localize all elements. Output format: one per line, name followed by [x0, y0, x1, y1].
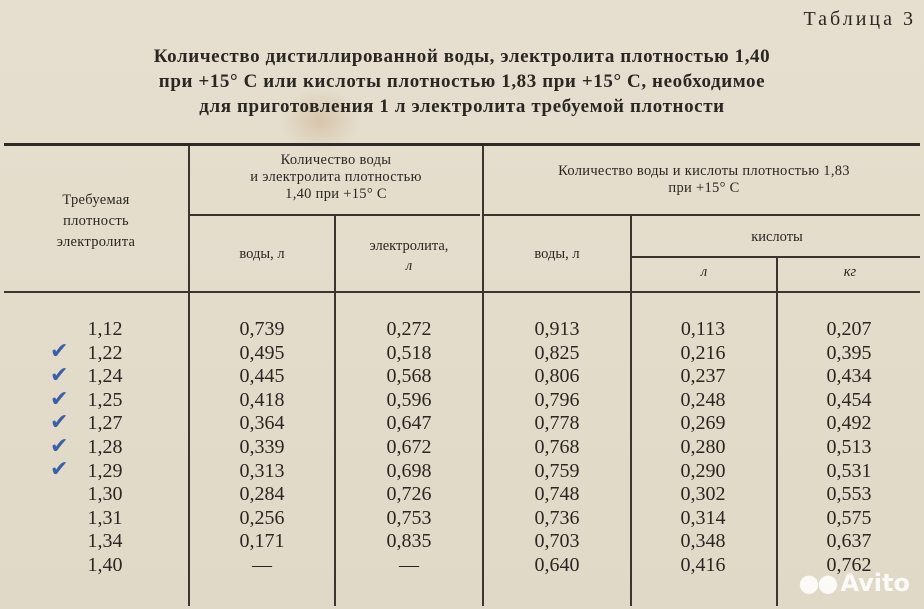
column-water1 [200, 318, 324, 578]
avito-logo-icon: ●● [798, 569, 837, 597]
table-cell: 0,640 [534, 553, 580, 576]
table-cell: 0,513 [826, 435, 872, 458]
table-cell: 1,30 [87, 483, 123, 506]
table-cell: — [399, 553, 419, 576]
table-cell: 0,806 [534, 365, 580, 388]
table-cell: 0,237 [680, 365, 726, 388]
header-text: Количество воды и кислоты плотностью 1,83 [558, 163, 850, 179]
table-cell: 0,113 [680, 318, 726, 340]
table-cell: 1,34 [87, 530, 123, 553]
header-density [6, 190, 186, 253]
table-cell: 0,434 [826, 365, 872, 388]
table-cell: 0,531 [826, 459, 872, 482]
table-cell: 0,314 [680, 506, 726, 529]
table-cell: 1,25 [87, 388, 123, 411]
table-cell: 0,768 [534, 435, 580, 458]
table-cell: 0,313 [239, 459, 285, 482]
table-cell: 0,492 [826, 412, 872, 435]
table-cell: 0,364 [239, 412, 285, 435]
table-cell: 0,759 [534, 459, 580, 482]
table-cell: 0,726 [386, 483, 432, 506]
table-cell: 0,207 [826, 318, 872, 340]
header-text: л [405, 258, 413, 274]
header-acid: кислоты [751, 229, 803, 245]
checkmark-icon: ✔ [50, 457, 69, 482]
table-cell: 1,12 [87, 318, 123, 340]
header-text: 1,40 при +15° С [285, 186, 387, 202]
header-text: электролита, [369, 238, 449, 254]
table-cell: 0,753 [386, 506, 432, 529]
header-rule [484, 214, 920, 216]
checkmark-icon: ✔ [50, 434, 69, 459]
checkmark-icon: ✔ [50, 339, 69, 364]
table-cell: 0,248 [680, 388, 726, 411]
table-cell: 0,553 [826, 483, 872, 506]
header-text: Количество воды [280, 152, 392, 168]
table-cell: 1,40 [87, 553, 123, 576]
table-cell: 0,825 [534, 341, 580, 364]
table-cell: 1,27 [87, 412, 123, 435]
table-cell: 0,454 [826, 388, 872, 411]
table-cell: 0,395 [826, 341, 872, 364]
table-cell: 0,280 [680, 435, 726, 458]
table-cell: 0,269 [680, 412, 726, 435]
caption-line: для приготовления 1 л электролита требуемой плотности [199, 96, 725, 117]
header-text: плотность [63, 213, 129, 229]
checkmark-icon: ✔ [50, 387, 69, 412]
column-acid-liters [640, 318, 766, 578]
table-cell: 0,302 [680, 483, 726, 506]
header-water1: воды, л [239, 246, 285, 262]
table-caption [30, 44, 894, 119]
table-cell: 0,568 [386, 365, 432, 388]
column-divider [776, 256, 778, 606]
table-cell: 0,339 [239, 435, 285, 458]
watermark-text: Avito [840, 569, 910, 597]
caption-line: при +15° С или кислоты плотностью 1,83 при +15° С, необходимое [158, 71, 766, 92]
table-cell: 1,24 [87, 365, 123, 388]
column-water2 [494, 318, 620, 578]
column-divider [188, 146, 190, 606]
table-cell: 0,495 [239, 341, 285, 364]
header-text: Требуемая [62, 192, 130, 208]
table-cell: 0,596 [386, 388, 432, 411]
table-cell: 0,445 [239, 365, 285, 388]
table-cell: 1,29 [87, 459, 123, 482]
table-cell: 0,518 [386, 341, 432, 364]
table-cell: 0,835 [386, 530, 432, 553]
header-electrolyte [338, 236, 480, 276]
table-top-rule [4, 143, 920, 146]
header-text: при +15° С [668, 180, 740, 196]
table-cell: 0,778 [534, 412, 580, 435]
table-cell: 0,762 [826, 553, 872, 576]
table-cell: 0,703 [534, 530, 580, 553]
table-cell: 1,22 [87, 341, 123, 364]
table-cell: 0,575 [826, 506, 872, 529]
table-cell: 0,216 [680, 341, 726, 364]
column-divider [630, 214, 632, 606]
column-acid-kg [786, 318, 912, 578]
header-group-electrolyte [192, 152, 480, 203]
table-cell: 0,698 [386, 459, 432, 482]
header-bottom-rule [4, 291, 920, 293]
header-text: электролита [56, 234, 136, 250]
table-cell: 0,637 [826, 530, 872, 553]
table-number: Таблица 3 [803, 8, 916, 30]
table-cell: 0,272 [386, 318, 432, 340]
table-cell: 0,418 [239, 388, 285, 411]
table-cell: 0,748 [534, 483, 580, 506]
header-water2: воды, л [534, 246, 580, 262]
table-cell: 0,348 [680, 530, 726, 553]
table-cell: 0,647 [386, 412, 432, 435]
checkmark-icon: ✔ [50, 363, 69, 388]
header-text: и электролита плотностью [250, 169, 422, 185]
table-cell: 0,796 [534, 388, 580, 411]
table-cell: 0,256 [239, 506, 285, 529]
column-electrolyte [346, 318, 472, 578]
caption-line: Количество дистиллированной воды, электролита плотностью 1,40 [153, 46, 771, 67]
table-cell: 1,28 [87, 435, 123, 458]
header-group-acid [486, 163, 922, 197]
column-divider [334, 214, 336, 606]
table-cell: 0,739 [239, 318, 285, 340]
checkmark-icon: ✔ [50, 410, 69, 435]
header-acid-liters: л [700, 264, 708, 280]
table-cell: 0,416 [680, 553, 726, 576]
table-cell: 0,171 [239, 530, 285, 553]
table-cell: — [252, 553, 272, 576]
table-cell: 0,290 [680, 459, 726, 482]
table-cell: 0,913 [534, 318, 580, 340]
header-acid-kg: кг [843, 264, 857, 280]
table-cell: 1,31 [87, 506, 123, 529]
table-cell: 0,284 [239, 483, 285, 506]
column-divider [482, 146, 484, 606]
table-cell: 0,736 [534, 506, 580, 529]
table-cell: 0,672 [386, 435, 432, 458]
avito-watermark [799, 569, 910, 597]
